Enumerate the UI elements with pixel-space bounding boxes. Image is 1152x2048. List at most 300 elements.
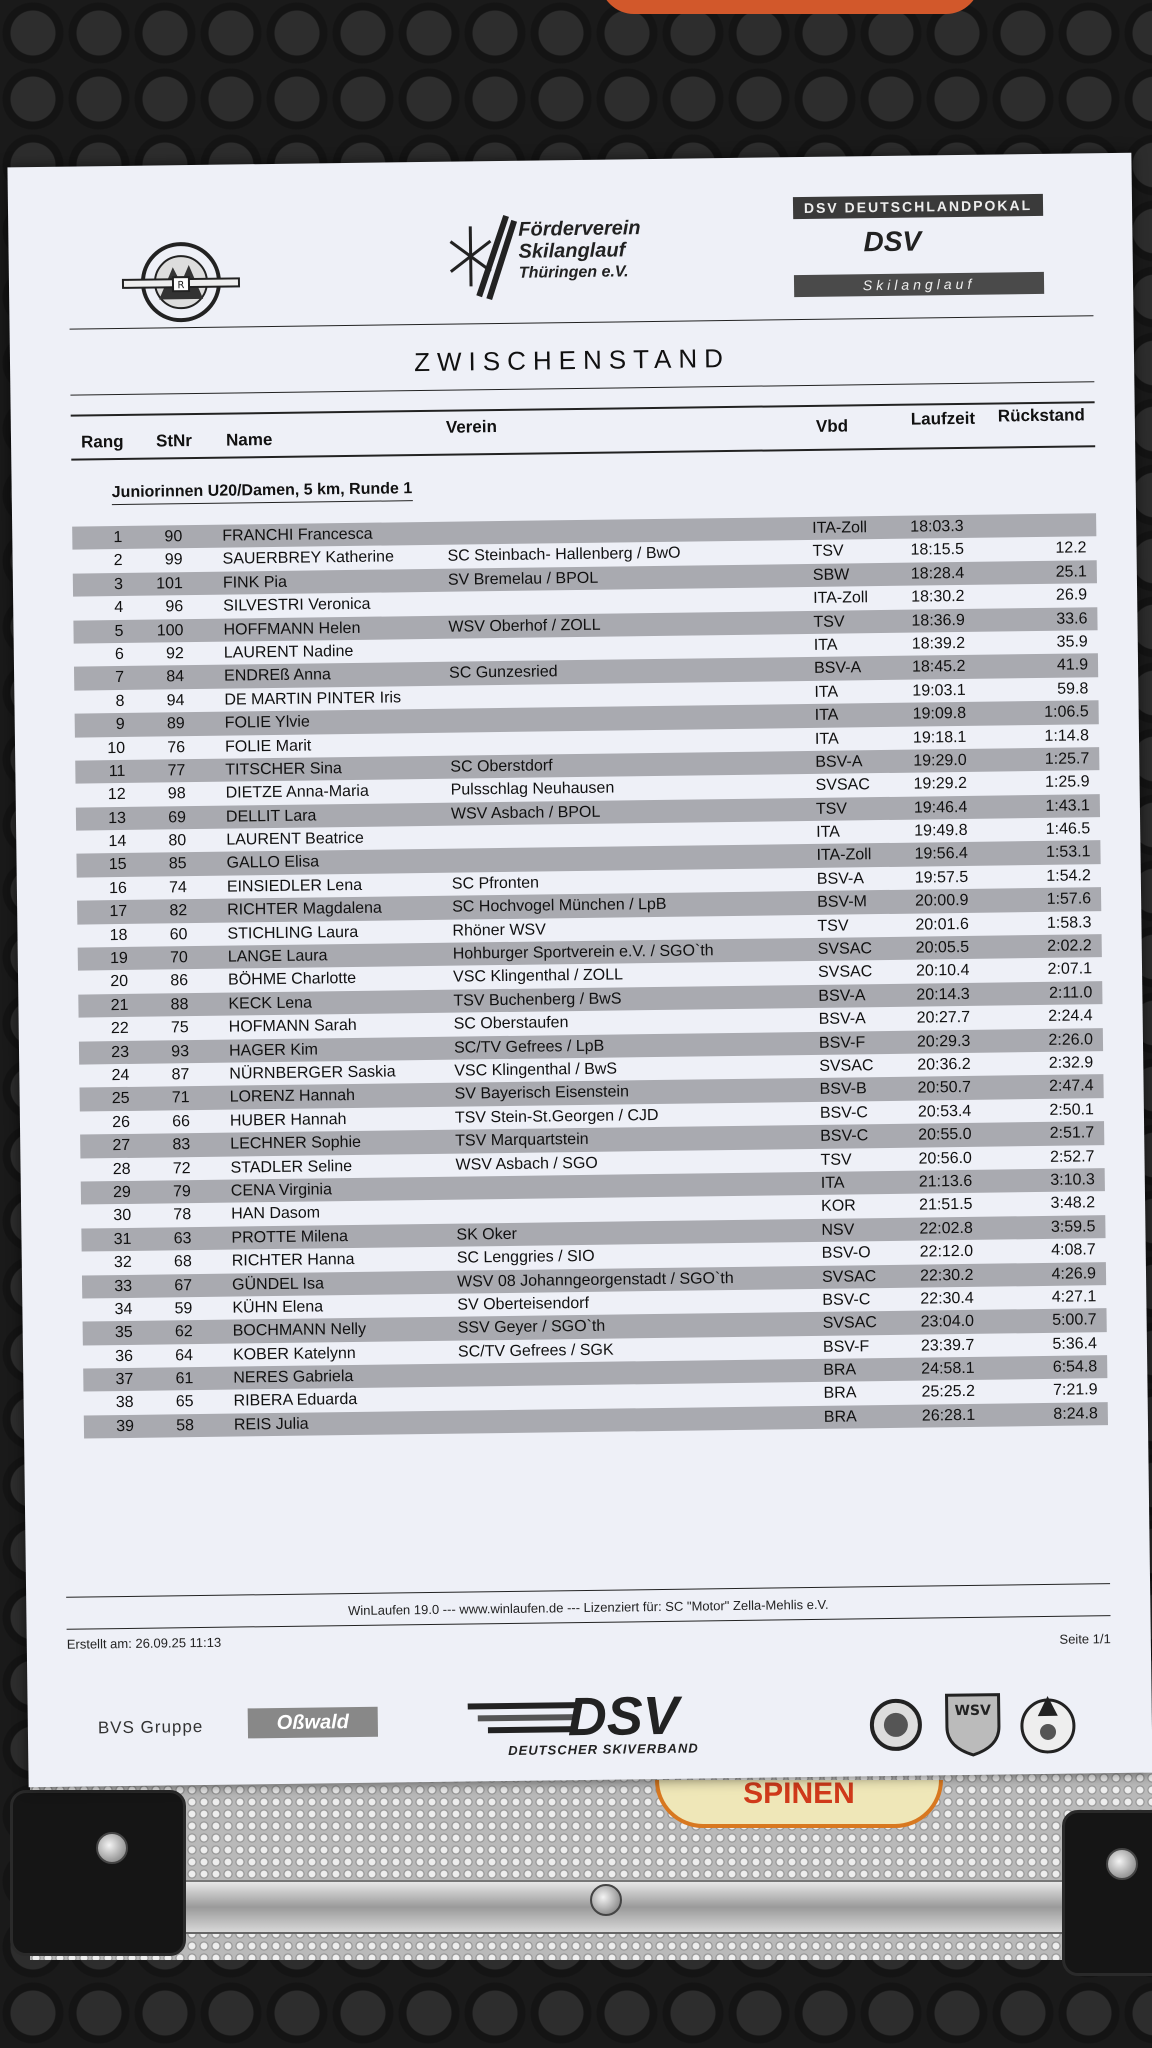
- cell-verein: SV Oberteisendorf: [457, 1294, 590, 1314]
- cell-rang: 34: [114, 1300, 133, 1319]
- cell-name: NÜRNBERGER Saskia: [229, 1063, 396, 1083]
- cell-stnr: 71: [171, 1089, 190, 1107]
- cell-vbd: SVSAC: [821, 1267, 877, 1286]
- cell-rueckstand: 3:48.2: [1050, 1194, 1096, 1213]
- cell-rueckstand: 7:21.9: [1052, 1381, 1098, 1400]
- cell-laufzeit: 20:00.9: [915, 892, 969, 910]
- title-rule: [70, 381, 1094, 395]
- cell-laufzeit: 19:29.2: [913, 775, 968, 793]
- cell-vbd: NSV: [821, 1221, 855, 1239]
- cell-laufzeit: 18:45.2: [911, 658, 966, 676]
- cell-vbd: TSV: [820, 1151, 852, 1169]
- cell-vbd: BSV-C: [819, 1104, 869, 1122]
- cell-laufzeit: 20:01.6: [915, 915, 969, 934]
- cell-verein: WSV Asbach / SGO: [455, 1154, 598, 1174]
- cell-rang: 31: [113, 1230, 132, 1248]
- cell-vbd: BRA: [823, 1361, 857, 1379]
- cell-laufzeit: 18:36.9: [911, 611, 965, 630]
- cell-laufzeit: 19:49.8: [914, 821, 968, 840]
- cell-vbd: BSV-M: [817, 893, 868, 912]
- bvs-gruppe-logo: BVS Gruppe: [97, 1716, 204, 1738]
- cell-rang: 10: [107, 739, 126, 757]
- cell-stnr: 89: [166, 715, 185, 733]
- cell-name: ENDREß Anna: [224, 666, 331, 685]
- cell-rueckstand: 2:50.1: [1049, 1101, 1094, 1119]
- cell-rang: 14: [108, 833, 127, 851]
- cell-vbd: ITA: [816, 823, 841, 841]
- cell-laufzeit: 20:53.4: [917, 1102, 972, 1121]
- cell-vbd: BSV-B: [819, 1080, 867, 1099]
- svg-text:R: R: [177, 280, 185, 292]
- cell-verein: SC Pfronten: [451, 874, 540, 893]
- cell-name: SILVESTRI Veronica: [223, 595, 371, 615]
- cell-vbd: BSV-A: [816, 870, 865, 888]
- cell-rueckstand: 33.6: [1056, 609, 1088, 628]
- cell-rueckstand: 4:08.7: [1051, 1241, 1096, 1259]
- cell-name: HUBER Hannah: [229, 1110, 347, 1130]
- header-rueckstand: Rückstand: [997, 405, 1085, 426]
- cell-verein: SSV Geyer / SGO`th: [457, 1317, 606, 1337]
- cell-name: FINK Pia: [222, 573, 288, 592]
- cell-name: GALLO Elisa: [226, 853, 320, 873]
- cell-name: SAUERBREY Katherine: [222, 548, 395, 569]
- cell-name: RICHTER Hanna: [231, 1251, 355, 1270]
- cell-rueckstand: 3:59.5: [1050, 1217, 1096, 1236]
- cell-stnr: 96: [165, 598, 184, 616]
- screw: [590, 1884, 622, 1916]
- cell-verein: SV Bayerisch Eisenstein: [454, 1083, 630, 1104]
- fv-line-3: Thüringen e.V.: [518, 263, 629, 282]
- cell-laufzeit: 25:25.2: [921, 1383, 976, 1402]
- cell-stnr: 61: [175, 1370, 194, 1388]
- cell-stnr: 66: [172, 1112, 191, 1131]
- dsv-skilanglauf-band: Skilanglauf: [794, 272, 1044, 297]
- cell-vbd: SVSAC: [822, 1314, 878, 1333]
- cell-rang: 7: [115, 669, 125, 687]
- cell-laufzeit: 22:30.4: [920, 1289, 974, 1308]
- cell-rueckstand: 6:54.8: [1052, 1358, 1098, 1376]
- cell-vbd: ITA-Zoll: [813, 589, 869, 608]
- cell-laufzeit: 21:51.5: [918, 1196, 973, 1214]
- cell-name: HOFMANN Sarah: [228, 1017, 357, 1036]
- cell-verein: TSV Stein-St.Georgen / CJD: [454, 1106, 659, 1127]
- cell-rueckstand: 59.8: [1057, 680, 1089, 698]
- header-vbd: Vbd: [815, 416, 849, 436]
- cell-rang: 15: [108, 856, 127, 874]
- created-date: Erstellt am: 26.09.25 11:13: [66, 1634, 222, 1652]
- foerderverein-text: [518, 217, 641, 285]
- cell-verein: SC/TV Gefrees / SGK: [457, 1341, 614, 1361]
- cell-verein: SC Lenggries / SIO: [456, 1247, 595, 1267]
- cell-rang: 25: [111, 1090, 130, 1108]
- cell-rueckstand: 1:06.5: [1044, 703, 1089, 722]
- cell-rang: 13: [108, 809, 127, 827]
- cell-name: KÜHN Elena: [232, 1298, 324, 1317]
- cell-verein: SC Hochvogel München / LpB: [452, 896, 667, 916]
- cell-laufzeit: 19:29.0: [913, 751, 967, 770]
- cell-stnr: 59: [174, 1299, 193, 1318]
- header-name: Name: [225, 429, 273, 450]
- cell-stnr: 82: [169, 902, 188, 920]
- cell-verein: SC Oberstaufen: [453, 1014, 569, 1033]
- cell-vbd: ITA: [814, 706, 839, 725]
- screw: [96, 1832, 128, 1864]
- results-table: [72, 513, 1108, 1439]
- cell-vbd: ITA: [820, 1174, 845, 1192]
- dsv-skiverband-logo: [467, 1685, 758, 1772]
- cell-name: LORENZ Hannah: [229, 1087, 356, 1106]
- cell-name: FOLIE Marit: [224, 737, 312, 756]
- cell-rang: 3: [113, 575, 124, 593]
- cell-rang: 24: [111, 1066, 130, 1085]
- cell-rueckstand: 12.2: [1055, 539, 1087, 558]
- cell-rueckstand: 8:24.8: [1053, 1405, 1098, 1423]
- cell-rueckstand: 5:00.7: [1052, 1311, 1097, 1330]
- cell-rang: 27: [112, 1137, 131, 1155]
- cell-rueckstand: 1:58.3: [1046, 913, 1092, 932]
- clipboard-corner-left: [10, 1790, 186, 1956]
- cell-vbd: BSV-O: [821, 1244, 871, 1262]
- cell-rueckstand: 2:52.7: [1049, 1147, 1095, 1166]
- cell-stnr: 69: [168, 808, 187, 827]
- cell-stnr: 60: [169, 925, 188, 944]
- header-verein: Verein: [445, 417, 498, 437]
- cell-rueckstand: 1:53.1: [1045, 843, 1091, 862]
- cell-laufzeit: 26:28.1: [921, 1406, 976, 1425]
- cell-rang: 30: [113, 1207, 132, 1225]
- cell-stnr: 93: [171, 1042, 190, 1060]
- cell-laufzeit: 19:57.5: [914, 868, 969, 887]
- cell-stnr: 77: [167, 762, 186, 780]
- cell-stnr: 85: [168, 855, 187, 873]
- dsv-deutschlandpokal-logo: [783, 194, 1054, 308]
- clipboard-corner-right: [1062, 1810, 1152, 1976]
- cell-name: KOBER Katelynn: [232, 1344, 356, 1364]
- cell-rang: 39: [116, 1417, 135, 1435]
- cell-laufzeit: 21:13.6: [918, 1172, 973, 1191]
- cell-rueckstand: 4:26.9: [1051, 1264, 1097, 1283]
- cell-name: LANGE Laura: [227, 947, 328, 966]
- cell-rang: 1: [113, 528, 123, 547]
- cell-name: LAURENT Nadine: [223, 642, 354, 662]
- foerderverein-logo: [448, 208, 709, 311]
- cell-rang: 20: [110, 973, 129, 991]
- cell-stnr: 94: [166, 691, 185, 710]
- cell-vbd: KOR: [821, 1197, 856, 1216]
- cell-rueckstand: 4:27.1: [1051, 1288, 1097, 1306]
- cell-vbd: BSV-A: [815, 753, 863, 771]
- cell-name: HOFFMANN Helen: [223, 619, 361, 639]
- cell-rueckstand: 25.1: [1055, 563, 1087, 581]
- cell-vbd: SVSAC: [815, 776, 870, 795]
- cell-name: LAURENT Beatrice: [226, 829, 364, 849]
- cell-stnr: 101: [156, 574, 184, 593]
- cell-rang: 17: [109, 903, 128, 921]
- cell-laufzeit: 18:15.5: [910, 541, 965, 560]
- cell-verein: SC/TV Gefrees / LpB: [453, 1037, 605, 1057]
- cell-rueckstand: 2:11.0: [1048, 984, 1093, 1002]
- cell-verein: Pulsschlag Neuhausen: [450, 779, 615, 799]
- cell-stnr: 79: [172, 1183, 191, 1201]
- cell-rueckstand: 2:24.4: [1048, 1007, 1093, 1026]
- cell-name: FRANCHI Francesca: [222, 525, 373, 545]
- cell-vbd: SVSAC: [819, 1057, 874, 1075]
- cell-vbd: BSV-F: [818, 1033, 866, 1052]
- cell-laufzeit: 20:05.5: [915, 938, 970, 957]
- footer-meta: [66, 1623, 1111, 1652]
- club-seal-icon: [867, 1692, 924, 1759]
- cell-stnr: 88: [170, 995, 189, 1014]
- cell-vbd: TSV: [812, 542, 844, 561]
- cell-laufzeit: 23:39.7: [920, 1336, 975, 1355]
- fv-line-1: Förderverein: [518, 217, 641, 241]
- cell-vbd: TSV: [815, 800, 848, 818]
- cell-vbd: TSV: [813, 613, 845, 631]
- cell-laufzeit: 18:30.2: [911, 588, 965, 606]
- wintersport-seal-icon: [1017, 1690, 1074, 1757]
- cell-stnr: 98: [167, 785, 186, 803]
- cell-name: GÜNDEL Isa: [231, 1274, 325, 1294]
- cell-rang: 9: [115, 716, 125, 734]
- page-title: ZWISCHENSTAND: [413, 342, 731, 378]
- cell-name: KECK Lena: [228, 994, 313, 1013]
- cell-laufzeit: 20:55.0: [918, 1126, 972, 1144]
- cell-rang: 35: [114, 1324, 133, 1342]
- sheet-header: [7, 153, 1134, 398]
- cell-name: BOCHMANN Nelly: [232, 1321, 367, 1340]
- cell-name: CENA Virginia: [230, 1181, 333, 1200]
- cell-name: PROTTE Milena: [231, 1227, 349, 1247]
- cell-laufzeit: 22:12.0: [919, 1242, 974, 1261]
- cell-rang: 21: [110, 996, 129, 1014]
- cell-verein: SK Oker: [456, 1225, 518, 1244]
- cell-vbd: BSV-F: [822, 1337, 870, 1356]
- cell-name: BÖHME Charlotte: [227, 970, 357, 990]
- cell-stnr: 68: [173, 1253, 192, 1271]
- cell-stnr: 63: [173, 1229, 192, 1248]
- cell-name: DE MARTIN PINTER Iris: [224, 689, 402, 709]
- cell-verein: VSC Klingenthal / BwS: [454, 1060, 618, 1080]
- cell-vbd: BSV-C: [822, 1291, 871, 1309]
- cell-rang: 5: [114, 622, 124, 640]
- cell-rueckstand: 2:51.7: [1049, 1124, 1095, 1143]
- cell-rang: 2: [113, 552, 123, 570]
- cell-name: DIETZE Anna-Maria: [225, 783, 369, 802]
- result-sheet: [7, 153, 1152, 1788]
- cell-rang: 11: [108, 762, 126, 781]
- cell-rang: 36: [115, 1347, 134, 1365]
- cell-laufzeit: 20:36.2: [917, 1055, 971, 1074]
- cell-rang: 12: [107, 786, 126, 804]
- cell-verein: SC Oberstdorf: [450, 757, 553, 776]
- cell-rang: 22: [110, 1020, 129, 1038]
- cell-stnr: 67: [174, 1276, 193, 1294]
- cell-laufzeit: 18:03.3: [910, 517, 964, 536]
- cell-vbd: BSV-A: [818, 987, 866, 1005]
- cell-laufzeit: 20:50.7: [917, 1079, 972, 1097]
- cell-laufzeit: 24:58.1: [921, 1359, 975, 1378]
- cell-stnr: 58: [176, 1416, 195, 1435]
- cell-vbd: BRA: [823, 1408, 857, 1426]
- cell-verein: Hohburger Sportverein e.V. / SGO`th: [452, 942, 714, 963]
- cell-verein: WSV Asbach / BPOL: [450, 803, 601, 823]
- cell-rueckstand: 5:36.4: [1052, 1334, 1098, 1353]
- cell-laufzeit: 19:09.8: [912, 705, 967, 723]
- cell-verein: Rhöner WSV: [452, 921, 546, 940]
- cell-rang: 23: [111, 1043, 130, 1061]
- cell-verein: SC Gunzesried: [448, 663, 558, 683]
- sponsor-bar: [67, 1683, 1112, 1777]
- cell-verein: SV Bremelau / BPOL: [447, 569, 599, 589]
- cell-laufzeit: 22:30.2: [919, 1266, 974, 1285]
- cell-rang: 6: [114, 645, 124, 664]
- cell-rueckstand: 1:43.1: [1045, 796, 1091, 815]
- cell-rueckstand: 1:46.5: [1045, 820, 1091, 838]
- cell-rueckstand: [986, 513, 1086, 514]
- fv-line-2: Skilanglauf: [518, 239, 626, 263]
- page-number: Seite 1/1: [1059, 1631, 1111, 1647]
- cell-name: STICHLING Laura: [227, 923, 359, 943]
- cell-verein: TSV Marquartstein: [455, 1131, 589, 1150]
- cell-verein: WSV 08 Johanngeorgenstadt / SGO`th: [456, 1269, 734, 1291]
- cell-laufzeit: 18:39.2: [911, 634, 966, 653]
- cell-stnr: 87: [171, 1066, 190, 1084]
- cell-rang: 38: [115, 1394, 134, 1412]
- cell-name: EINSIEDLER Lena: [226, 876, 363, 896]
- cell-laufzeit: 20:14.3: [916, 985, 970, 1004]
- wsv-shield-icon: [942, 1691, 999, 1758]
- thueringer-skiverband-logo: [120, 236, 241, 328]
- cell-name: REIS Julia: [233, 1415, 309, 1434]
- dsv-subtitle: DEUTSCHER SKIVERBAND: [508, 1740, 699, 1759]
- cell-vbd: SVSAC: [817, 940, 873, 958]
- cell-name: RICHTER Magdalena: [227, 899, 383, 919]
- cell-stnr: 75: [170, 1019, 189, 1037]
- cell-name: FOLIE Ylvie: [224, 713, 310, 732]
- cell-rueckstand: 1:25.9: [1044, 773, 1090, 792]
- header-stnr: StNr: [155, 431, 193, 451]
- cell-laufzeit: 20:56.0: [918, 1149, 972, 1168]
- cell-rang: 18: [109, 926, 128, 944]
- cell-name: RIBERA Eduarda: [233, 1391, 358, 1411]
- cell-rueckstand: 35.9: [1056, 633, 1088, 651]
- cell-name: NERES Gabriela: [233, 1368, 354, 1387]
- cell-rueckstand: 2:02.2: [1047, 937, 1092, 955]
- cell-rang: 19: [109, 949, 128, 968]
- cell-stnr: 90: [164, 528, 183, 546]
- cell-stnr: 80: [168, 832, 187, 850]
- cell-stnr: 78: [173, 1206, 192, 1224]
- cell-name: HAN Dasom: [231, 1204, 321, 1223]
- cell-name: LECHNER Sophie: [230, 1134, 362, 1153]
- cell-rueckstand: 3:10.3: [1050, 1171, 1095, 1189]
- screw: [1106, 1848, 1138, 1880]
- cell-stnr: 99: [164, 551, 183, 569]
- cell-stnr: 64: [175, 1346, 194, 1365]
- cell-rueckstand: 26.9: [1055, 586, 1088, 604]
- dsv-mid-logo: DSV: [863, 225, 922, 258]
- cell-stnr: 86: [170, 972, 189, 990]
- cell-laufzeit: 20:27.7: [916, 1009, 971, 1027]
- cell-rang: 8: [115, 692, 125, 710]
- cell-vbd: BRA: [823, 1384, 857, 1403]
- cell-laufzeit: 23:04.0: [920, 1313, 975, 1331]
- section-title: Juniorinnen U20/Damen, 5 km, Runde 1: [112, 480, 413, 505]
- cell-laufzeit: 20:10.4: [915, 962, 970, 981]
- cell-laufzeit: 19:56.4: [914, 845, 969, 864]
- cell-rueckstand: 2:32.9: [1048, 1054, 1094, 1072]
- cell-vbd: ITA-Zoll: [816, 846, 872, 865]
- osswald-logo: Oßwald: [248, 1707, 378, 1739]
- cell-name: HAGER Kim: [228, 1041, 319, 1060]
- cell-vbd: BSV-C: [820, 1127, 869, 1146]
- cell-vbd: SBW: [812, 566, 850, 584]
- cell-stnr: 76: [167, 738, 186, 756]
- cell-rang: 4: [114, 599, 124, 617]
- cell-rueckstand: 2:47.4: [1048, 1077, 1094, 1096]
- cell-rang: 16: [108, 879, 128, 898]
- cell-stnr: 74: [168, 878, 187, 897]
- cell-stnr: 84: [166, 668, 185, 686]
- cell-rueckstand: 1:54.2: [1046, 867, 1091, 885]
- cell-stnr: 70: [169, 949, 188, 967]
- cell-rueckstand: 2:07.1: [1047, 960, 1093, 979]
- cell-stnr: 65: [175, 1393, 194, 1411]
- cell-verein: SC Steinbach- Hallenberg / BwO: [447, 545, 681, 566]
- cell-rang: 32: [113, 1254, 132, 1272]
- cell-stnr: 83: [172, 1136, 191, 1154]
- cell-stnr: 100: [156, 621, 184, 640]
- cell-vbd: SVSAC: [817, 963, 873, 982]
- cell-rang: 28: [112, 1160, 131, 1178]
- cell-vbd: ITA-Zoll: [812, 519, 868, 537]
- cell-rang: 37: [115, 1370, 134, 1389]
- dsv-word: DSV: [567, 1685, 680, 1748]
- footer-software: WinLaufen 19.0 --- www.winlaufen.de --- Lizenziert für: SC "Motor" Zella-Mehlis e.V.: [347, 1596, 829, 1619]
- cell-stnr: 92: [165, 645, 184, 663]
- cell-rueckstand: 1:25.7: [1044, 750, 1090, 768]
- cell-laufzeit: 19:03.1: [912, 681, 966, 700]
- cell-vbd: ITA: [814, 683, 839, 701]
- cell-laufzeit: 19:46.4: [913, 798, 968, 817]
- cell-rueckstand: 1:14.8: [1044, 726, 1090, 745]
- cell-rueckstand: 41.9: [1056, 656, 1089, 675]
- cell-laufzeit: 20:29.3: [916, 1032, 971, 1051]
- cell-verein: TSV Buchenberg / BwS: [453, 990, 622, 1010]
- cell-vbd: BSV-A: [813, 659, 862, 678]
- header-rang: Rang: [80, 431, 124, 452]
- cell-vbd: ITA: [813, 636, 838, 654]
- header-laufzeit: Laufzeit: [910, 408, 976, 429]
- cell-verein: VSC Klingenthal / ZOLL: [452, 966, 624, 987]
- dsv-pokal-band: DSV DEUTSCHLANDPOKAL: [793, 194, 1043, 219]
- cell-vbd: TSV: [817, 917, 849, 935]
- cell-vbd: ITA: [814, 730, 839, 748]
- cell-laufzeit: 22:02.8: [919, 1219, 973, 1238]
- cell-rang: 29: [112, 1183, 131, 1202]
- cell-vbd: BSV-A: [818, 1010, 866, 1029]
- wsv-label: WSV: [954, 1702, 992, 1720]
- cell-stnr: 62: [174, 1323, 193, 1341]
- cell-name: STADLER Seline: [230, 1157, 353, 1177]
- cell-rang: 26: [112, 1113, 131, 1131]
- cell-verein: WSV Oberhof / ZOLL: [448, 616, 601, 636]
- cell-laufzeit: 18:28.4: [910, 564, 965, 583]
- cell-laufzeit: 19:18.1: [912, 728, 967, 747]
- cell-rang: 33: [114, 1277, 133, 1295]
- cell-rueckstand: 1:57.6: [1046, 890, 1092, 909]
- cell-name: DELLIT Lara: [225, 807, 317, 826]
